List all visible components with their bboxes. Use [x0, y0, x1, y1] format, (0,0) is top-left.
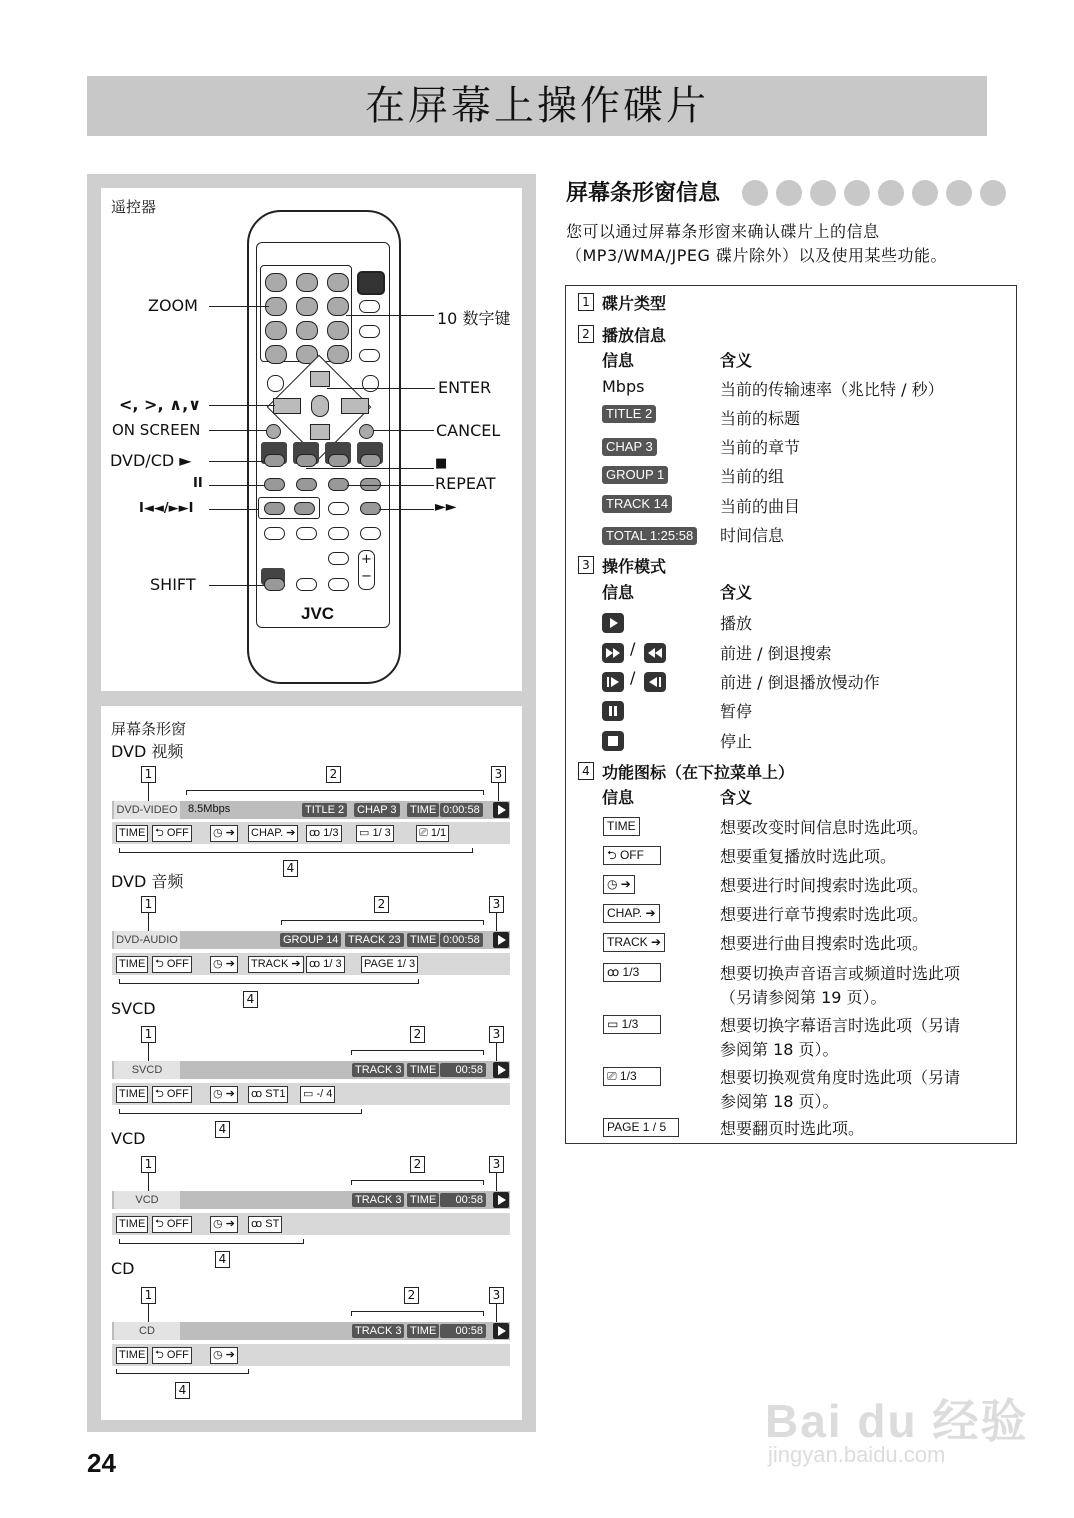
time-pill: TIME [407, 1193, 439, 1207]
meaning: 参阅第 18 页）。 [720, 1040, 839, 1059]
decor-dot [878, 180, 904, 206]
leader-line [209, 405, 275, 406]
s4-title: 功能图标（在下拉菜单上） [602, 763, 795, 782]
play-icon [493, 932, 509, 948]
play-mode-icon [602, 613, 624, 633]
dvd-audio-func-bar [112, 953, 510, 975]
decor-dot [912, 180, 938, 206]
func-audio[interactable]: ꝏ 1/ 3 [306, 956, 345, 973]
num-button[interactable] [296, 297, 318, 316]
slash: / [630, 639, 636, 658]
minus-icon: − [361, 569, 372, 584]
section-heading: 屏幕条形窗信息 [566, 181, 721, 206]
leader-line [209, 461, 265, 462]
func-audio[interactable]: ꝏ ST1 [248, 1086, 288, 1103]
leader-line [346, 315, 434, 316]
bracket [351, 1050, 484, 1055]
button[interactable] [362, 375, 379, 392]
marker-line [148, 1173, 149, 1191]
info-table [565, 285, 1017, 1144]
time-pill: TIME [407, 803, 439, 817]
info-title-pill: TITLE 2 [602, 405, 656, 423]
bracket [351, 1180, 484, 1185]
s2-title: 播放信息 [602, 326, 667, 345]
slow-forward-icon [602, 672, 624, 692]
marker-3: 3 [578, 556, 594, 574]
cd-info-bar [112, 1322, 510, 1340]
play-icon [493, 1192, 509, 1208]
button[interactable] [360, 527, 381, 540]
leader-line [379, 509, 434, 510]
button[interactable] [296, 578, 317, 591]
watermark-logo: Bai du 经验 [765, 1395, 1029, 1447]
decor-dot [776, 180, 802, 206]
leader-line [306, 468, 434, 469]
marker-3: 3 [489, 1287, 504, 1304]
meaning: 想要切换观赏角度时选此项（另请 [720, 1068, 961, 1087]
col-info: 信息 [602, 351, 635, 370]
num-button[interactable] [327, 273, 349, 292]
marker-line [496, 1043, 497, 1061]
leader-line [347, 485, 434, 486]
marker-line [148, 1304, 149, 1322]
shift-button[interactable] [264, 578, 285, 591]
marker-2: 2 [404, 1287, 419, 1304]
subtitle-icon: ▭ 1/3 [603, 1015, 661, 1034]
cd-title: CD [111, 1259, 135, 1278]
track-search-icon: TRACK ➔ [603, 933, 665, 952]
up-button[interactable] [310, 371, 330, 387]
num-button[interactable] [327, 297, 349, 316]
remote-box [101, 188, 522, 691]
meaning: 想要进行章节搜索时选此项。 [720, 905, 929, 924]
time-icon: TIME [603, 817, 640, 836]
dvdcd-label: DVD/CD ► [110, 451, 192, 470]
slash: / [630, 668, 636, 687]
pause-label: II [193, 476, 203, 491]
bracket [119, 1239, 304, 1244]
skip-forward-button[interactable] [294, 502, 315, 515]
meaning: 当前的组 [720, 467, 785, 486]
leader-line [209, 509, 259, 510]
leader-line [209, 585, 265, 586]
func-time[interactable]: TIME [116, 825, 148, 842]
meaning: 想要切换声音语言或频道时选此项 [720, 964, 961, 983]
title-bar [87, 76, 987, 136]
func-repeat[interactable]: ⮌ OFF [152, 956, 192, 973]
title-pill: TITLE 2 [302, 803, 347, 817]
func-audio[interactable]: ꝏ 1/3 [306, 825, 342, 842]
track-pill: TRACK 3 [352, 1063, 404, 1077]
button[interactable] [359, 349, 380, 362]
fast-forward-icon [602, 643, 624, 663]
play-icon [493, 1062, 509, 1078]
dvd-video-title: DVD 视频 [111, 742, 184, 761]
power-button[interactable] [357, 271, 385, 295]
button[interactable] [359, 300, 380, 313]
disc-type: DVD-AUDIO [114, 931, 180, 949]
time-value: 00:58 [440, 1063, 486, 1077]
func-repeat[interactable]: ⮌ OFF [152, 1216, 192, 1233]
marker-2: 2 [410, 1156, 425, 1173]
fast-reverse-icon [644, 643, 666, 663]
skip-label: I◄◄/►►I [139, 501, 194, 516]
s1-title: 碟片类型 [602, 294, 667, 313]
button[interactable] [296, 454, 317, 467]
time-value: 0:00:58 [440, 803, 483, 817]
func-subtitle[interactable]: ▭ 1/ 3 [356, 825, 394, 842]
marker-4: 4 [283, 860, 298, 877]
time-pill: TIME [407, 933, 439, 947]
marker-1: 1 [141, 896, 156, 913]
marker-4: 4 [215, 1251, 230, 1268]
marker-3: 3 [491, 766, 506, 783]
meaning: 想要重复播放时选此项。 [720, 847, 897, 866]
stop-button[interactable] [296, 478, 317, 491]
bracket [119, 1109, 362, 1114]
on-screen-button[interactable] [266, 424, 281, 439]
page-title: 在屏幕上操作碟片 [365, 83, 709, 129]
func-repeat[interactable]: ⮌ OFF [152, 1086, 192, 1103]
marker-4: 4 [243, 991, 258, 1008]
marker-line [148, 783, 149, 801]
marker-line [148, 913, 149, 931]
page-icon: PAGE 1 / 5 [603, 1118, 679, 1137]
repeat-label: REPEAT [435, 474, 496, 493]
plus-icon: + [361, 552, 372, 567]
audio-icon: ꝏ 1/3 [603, 963, 661, 982]
func-time-search[interactable]: ◷ ➔ [210, 825, 238, 842]
disc-type: VCD [114, 1191, 180, 1209]
arrows-label: <, >, ∧,∨ [119, 395, 202, 414]
leader-line [209, 306, 269, 307]
button[interactable] [359, 325, 380, 338]
marker-4: 4 [175, 1382, 190, 1399]
marker-1: 1 [578, 293, 594, 311]
vcd-title: VCD [111, 1129, 146, 1148]
meaning: 当前的章节 [720, 438, 801, 457]
decor-dot [742, 180, 768, 206]
zoom-label: ZOOM [148, 296, 198, 315]
cancel-label: CANCEL [436, 421, 501, 440]
decor-dot [946, 180, 972, 206]
button[interactable] [328, 578, 349, 591]
button[interactable] [264, 527, 285, 540]
button[interactable] [267, 375, 284, 392]
marker-line [496, 1304, 497, 1322]
button[interactable] [328, 552, 349, 565]
angle-icon: ⎚ 1/3 [603, 1067, 661, 1086]
bracket [281, 920, 484, 925]
bitrate: 8.5Mbps [188, 803, 231, 815]
time-value: 0:00:58 [440, 933, 483, 947]
track-pill: TRACK 3 [352, 1324, 404, 1338]
marker-1: 1 [141, 1026, 156, 1043]
marker-line [498, 783, 499, 801]
play-icon [493, 1323, 509, 1339]
osd-title: 屏幕条形窗 [111, 720, 187, 738]
func-time[interactable]: TIME [116, 956, 148, 973]
col-info: 信息 [602, 788, 635, 807]
func-repeat[interactable]: ⮌ OFF [152, 825, 192, 842]
ffwd-label: ►► [435, 499, 457, 515]
meaning: 播放 [720, 614, 753, 633]
func-time-search[interactable]: ◷ ➔ [210, 956, 238, 973]
disc-type: DVD-VIDEO [114, 801, 180, 819]
svcd-title: SVCD [111, 999, 156, 1018]
repeat-button[interactable] [328, 478, 349, 491]
right-button[interactable] [341, 398, 369, 414]
meaning: 当前的传输速率（兆比特 / 秒） [720, 380, 944, 399]
ffwd-button[interactable] [360, 502, 381, 515]
marker-1: 1 [141, 1156, 156, 1173]
meaning: （另请参阅第 19 页）。 [720, 988, 887, 1007]
num-button[interactable] [327, 345, 349, 364]
dvd-video-info-bar [112, 801, 510, 819]
time-value: 00:58 [440, 1193, 486, 1207]
on-screen-label: ON SCREEN [112, 421, 201, 439]
leader-line [209, 485, 265, 486]
button[interactable] [328, 454, 349, 467]
marker-3: 3 [489, 1026, 504, 1043]
num-button[interactable] [265, 273, 287, 292]
marker-line [148, 1043, 149, 1061]
func-audio[interactable]: ꝏ ST [248, 1216, 282, 1233]
play-icon [493, 802, 509, 818]
func-repeat[interactable]: ⮌ OFF [152, 1347, 192, 1364]
func-page[interactable]: PAGE 1/ 3 [361, 956, 418, 973]
func-chap-search[interactable]: CHAP. ➔ [248, 825, 298, 842]
time-search-icon: ◷ ➔ [603, 875, 635, 894]
repeat-off-icon: ⮌ OFF [603, 846, 661, 865]
watermark-url: jingyan.baidu.com [768, 1442, 946, 1467]
time-value: 00:58 [440, 1324, 486, 1338]
num-button[interactable] [265, 345, 287, 364]
marker-4: 4 [215, 1121, 230, 1138]
volume-rocker[interactable] [358, 550, 375, 590]
disc-type: CD [114, 1322, 180, 1340]
vcd-info-bar [112, 1191, 510, 1209]
meaning: 暂停 [720, 702, 753, 721]
marker-line [496, 913, 497, 931]
col-meaning: 含义 [720, 788, 753, 807]
num-button[interactable] [296, 321, 318, 340]
col-meaning: 含义 [720, 583, 753, 602]
info-group-pill: GROUP 1 [602, 466, 668, 484]
func-time-search[interactable]: ◷ ➔ [210, 1216, 238, 1233]
s3-title: 操作模式 [602, 557, 667, 576]
meaning: 想要改变时间信息时选此项。 [720, 818, 929, 837]
group-pill: GROUP 14 [280, 933, 341, 947]
svcd-func-bar [112, 1083, 510, 1105]
button[interactable] [296, 527, 317, 540]
stop-label: ■ [435, 456, 448, 471]
func-time[interactable]: TIME [116, 1216, 148, 1233]
dvd-video-func-bar [112, 822, 510, 844]
skip-back-button[interactable] [264, 502, 285, 515]
cd-func-bar [112, 1344, 510, 1366]
func-time-search[interactable]: ◷ ➔ [210, 1086, 238, 1103]
meaning: 想要进行曲目搜索时选此项。 [720, 934, 929, 953]
pause-button[interactable] [264, 478, 285, 491]
chap-search-icon: CHAP. ➔ [603, 904, 660, 923]
decor-dot [980, 180, 1006, 206]
dvd-audio-info-bar [112, 931, 510, 949]
disc-type: SVCD [114, 1061, 180, 1079]
leader-line [373, 430, 434, 431]
meaning: 参阅第 18 页）。 [720, 1092, 839, 1111]
meaning: 前进 / 倒退搜索 [720, 644, 832, 663]
time-pill: TIME [407, 1063, 439, 1077]
marker-2: 2 [578, 325, 594, 343]
marker-4: 4 [578, 762, 594, 780]
bracket [119, 979, 419, 984]
info-total-pill: TOTAL 1:25:58 [602, 527, 697, 545]
down-button[interactable] [310, 424, 330, 440]
marker-2: 2 [374, 896, 389, 913]
info-mbps: Mbps [602, 377, 645, 396]
meaning: 前进 / 倒退播放慢动作 [720, 673, 880, 692]
meaning: 想要进行时间搜索时选此项。 [720, 876, 929, 895]
info-chap-pill: CHAP 3 [602, 438, 657, 456]
func-time-search[interactable]: ◷ ➔ [210, 1347, 238, 1364]
func-subtitle[interactable]: ▭ -/ 4 [300, 1086, 335, 1103]
jvc-logo: JVC [301, 604, 335, 623]
leader-line [327, 388, 435, 389]
left-button[interactable] [273, 398, 301, 414]
col-info: 信息 [602, 583, 635, 602]
button[interactable] [328, 502, 349, 515]
decor-dot [844, 180, 870, 206]
func-time[interactable]: TIME [116, 1086, 148, 1103]
bracket [186, 790, 484, 795]
num-button[interactable] [265, 321, 287, 340]
num-button[interactable] [327, 321, 349, 340]
enter-label: ENTER [438, 378, 492, 397]
section-description: 您可以通过屏幕条形窗来确认碟片上的信息（MP3/WMA/JPEG 碟片除外）以及使用某些功能。 [566, 222, 947, 265]
leader-line [209, 430, 267, 431]
chap-pill: CHAP 3 [354, 803, 400, 817]
button[interactable] [360, 454, 381, 467]
func-track-search[interactable]: TRACK ➔ [248, 956, 304, 973]
stop-icon [602, 731, 624, 751]
marker-1: 1 [141, 766, 156, 783]
info-track-pill: TRACK 14 [602, 495, 672, 513]
page-number: 24 [87, 1448, 116, 1478]
time-pill: TIME [407, 1324, 439, 1338]
enter-button[interactable] [311, 395, 329, 417]
num10-label: 10 数字键 [437, 309, 511, 328]
meaning: 停止 [720, 732, 753, 751]
pause-icon [602, 701, 624, 721]
shift-label: SHIFT [150, 575, 196, 594]
meaning: 想要翻页时选此项。 [720, 1119, 865, 1138]
meaning: 时间信息 [720, 526, 785, 545]
marker-1: 1 [141, 1287, 156, 1304]
vcd-func-bar [112, 1213, 510, 1235]
col-meaning: 含义 [720, 351, 753, 370]
marker-2: 2 [326, 766, 341, 783]
cancel-button[interactable] [359, 424, 374, 439]
marker-3: 3 [489, 896, 504, 913]
bracket [119, 848, 473, 853]
remote-title: 遥控器 [111, 198, 157, 216]
marker-2: 2 [410, 1026, 425, 1043]
decor-dot [810, 180, 836, 206]
button[interactable] [328, 527, 349, 540]
meaning: 想要切换字幕语言时选此项（另请 [720, 1016, 961, 1035]
track-pill: TRACK 23 [345, 933, 404, 947]
marker-3: 3 [489, 1156, 504, 1173]
slow-reverse-icon [644, 672, 666, 692]
meaning: 当前的标题 [720, 409, 801, 428]
bracket [351, 1311, 484, 1316]
track-pill: TRACK 3 [352, 1193, 404, 1207]
marker-line [496, 1173, 497, 1191]
dvdcd-button[interactable] [264, 454, 285, 467]
func-time[interactable]: TIME [116, 1347, 148, 1364]
bracket [116, 1369, 249, 1374]
svcd-info-bar [112, 1061, 510, 1079]
dvd-audio-title: DVD 音频 [111, 872, 184, 891]
func-angle[interactable]: ⎚ 1/1 [416, 825, 449, 842]
num-button[interactable] [296, 273, 318, 292]
meaning: 当前的曲目 [720, 497, 801, 516]
